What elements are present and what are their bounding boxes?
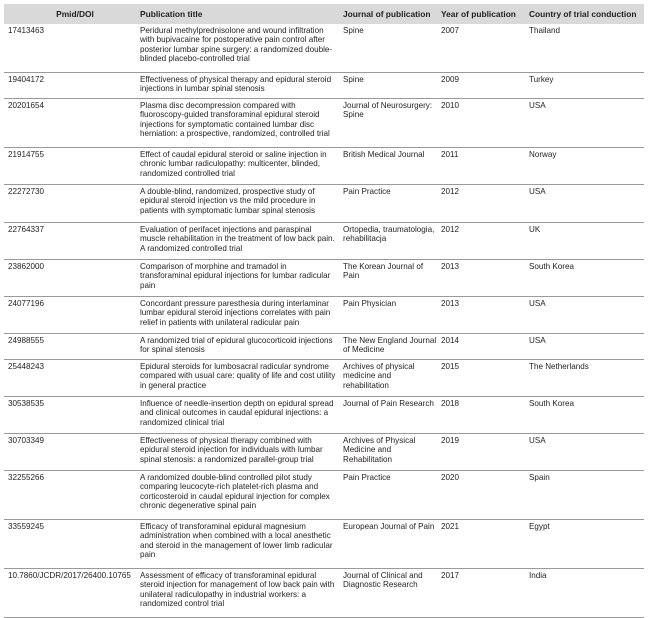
year-cell: 2011	[441, 150, 459, 159]
table-header	[4, 4, 644, 24]
country-cell: USA	[529, 187, 546, 196]
title-cell: Effect of caudal epidural steroid or saline injection in chronic lumbar radiculopathy: multicenter, blinded, randomized controlled trial	[140, 150, 327, 178]
journal-cell: The Korean Journal of Pain	[343, 262, 424, 281]
country-cell: South Korea	[529, 262, 574, 271]
table-row	[4, 148, 644, 185]
country-cell: Turkey	[529, 75, 554, 84]
country-cell: USA	[529, 101, 546, 110]
pmid-cell: 19404172	[8, 75, 45, 84]
header-pmid: Pmid/DOI	[56, 9, 94, 19]
header-journal: Journal of publication	[343, 9, 431, 19]
country-cell: Norway	[529, 150, 557, 159]
title-cell: Comparison of morphine and tramadol in transforaminal epidural injections for lumbar radicular pain	[140, 262, 331, 290]
journal-cell: Pain Physician	[343, 299, 397, 308]
table-row	[4, 297, 644, 334]
pmid-cell: 25448243	[8, 362, 45, 371]
journal-cell: Ortopedia, traumatologia, rehabilitacja	[343, 225, 435, 244]
country-cell: UK	[529, 225, 541, 234]
journal-cell: Journal of Neurosurgery: Spine	[343, 101, 433, 120]
table-row	[4, 397, 644, 434]
title-cell: A double-blind, randomized, prospective study of epidural steroid injection vs the mild procedure in patients with symptomatic lumbar spinal stenosis	[140, 187, 316, 215]
year-cell: 2020	[441, 473, 460, 482]
table-row	[4, 520, 644, 569]
year-cell: 2009	[441, 75, 460, 84]
title-cell: Plasma disc decompression compared with fluoroscopy-guided transforaminal epidural steroid injections for symptomatic contained lumbar disc herniation: a prospective, randomized, controlled trial	[140, 101, 330, 138]
journal-cell: The New England Journal of Medicine	[343, 336, 437, 355]
title-cell: Peridural methylprednisolone and wound infiltration with bupivacaine for postoperative pain control after posterior lumbar spine surgery: a randomized double-blinded placebo-controlled trial	[140, 26, 333, 63]
journal-cell: Journal of Clinical and Diagnostic Research	[343, 571, 423, 590]
header-year: Year of publication	[441, 9, 516, 19]
table-row	[4, 185, 644, 223]
year-cell: 2007	[441, 26, 460, 35]
table-row	[4, 24, 644, 73]
journal-cell: Pain Practice	[343, 187, 391, 196]
table-row	[4, 471, 644, 520]
country-cell: Egypt	[529, 522, 550, 531]
title-cell: A randomized trial of epidural glucocorticoid injections for spinal stenosis	[140, 336, 333, 355]
pmid-cell: 30538535	[8, 399, 45, 408]
journal-cell: Pain Practice	[343, 473, 391, 482]
pmid-cell: 22764337	[8, 225, 45, 234]
title-cell: Assessment of efficacy of transforaminal epidural steroid injection for management of low back pain with unilateral radiculopathy in industrial workers: a randomized control trial	[140, 571, 335, 608]
year-cell: 2014	[441, 336, 460, 345]
table-row	[4, 360, 644, 397]
country-cell: Thailand	[529, 26, 561, 35]
year-cell: 2012	[441, 187, 460, 196]
pmid-cell: 32255266	[8, 473, 45, 482]
journal-cell: Archives of Physical Medicine and Rehabilitation	[343, 436, 416, 464]
country-cell: India	[529, 571, 547, 580]
year-cell: 2018	[441, 399, 460, 408]
year-cell: 2013	[441, 262, 460, 271]
pmid-cell: 23862000	[8, 262, 45, 271]
table-row	[4, 73, 644, 99]
country-cell: Spain	[529, 473, 550, 482]
title-cell: A randomized double-blind controlled pilot study comparing leucocyte-rich platelet-rich plasma and corticosteroid in caudal epidural injection for complex chronic degenerative spinal pain	[140, 473, 330, 510]
country-cell: USA	[529, 436, 546, 445]
title-cell: Efficacy of transforaminal epidural magnesium administration when combined with a local anesthetic and steroid in the management of lower limb radicular pain	[140, 522, 333, 559]
title-cell: Epidural steroids for lumbosacral radicular syndrome compared with usual care: quality of life and cost utility in general practice	[140, 362, 336, 390]
header-title: Publication title	[140, 9, 203, 19]
pmid-cell: 24077196	[8, 299, 45, 308]
pmid-cell: 22272730	[8, 187, 45, 196]
year-cell: 2019	[441, 436, 460, 445]
year-cell: 2021	[441, 522, 460, 531]
year-cell: 2015	[441, 362, 460, 371]
table-row	[4, 99, 644, 148]
year-cell: 2013	[441, 299, 460, 308]
year-cell: 2017	[441, 571, 460, 580]
journal-cell: Archives of physical medicine and rehabilitation	[343, 362, 415, 390]
pmid-cell: 30703349	[8, 436, 45, 445]
journal-cell: European Journal of Pain	[343, 522, 435, 531]
table-row	[4, 223, 644, 260]
title-cell: Effectiveness of physical therapy combined with epidural steroid injection for individuals with lumbar spinal stenosis: a randomized parallel-group trial	[140, 436, 323, 464]
pmid-cell: 10.7860/JCDR/2017/26400.10765	[8, 571, 131, 580]
country-cell: USA	[529, 299, 546, 308]
country-cell: The Netherlands	[529, 362, 589, 371]
country-cell: South Korea	[529, 399, 574, 408]
table-row	[4, 569, 644, 618]
pmid-cell: 33559245	[8, 522, 45, 531]
year-cell: 2012	[441, 225, 460, 234]
year-cell: 2010	[441, 101, 460, 110]
pmid-cell: 21914755	[8, 150, 45, 159]
journal-cell: Journal of Pain Research	[343, 399, 434, 408]
pmid-cell: 17413463	[8, 26, 45, 35]
journal-cell: Spine	[343, 75, 364, 84]
table-row	[4, 434, 644, 471]
title-cell: Influence of needle-insertion depth on epidural spread and clinical outcomes in caudal epidural injections: a randomized clinical trial	[140, 399, 334, 427]
title-cell: Evaluation of perifacet injections and paraspinal muscle rehabilitation in the treatment of low back pain. A randomized controlled trial	[140, 225, 335, 253]
journal-cell: British Medical Journal	[343, 150, 425, 159]
table-row	[4, 260, 644, 297]
publications-table	[4, 4, 644, 618]
title-cell: Effectiveness of physical therapy and epidural steroid injections in lumbar spinal stenosis	[140, 75, 332, 94]
header-country: Country of trial conduction	[529, 9, 637, 19]
title-cell: Concordant pressure paresthesia during interlaminar lumbar epidural steroid injections correlates with pain relief in patients with unilateral radicular pain	[140, 299, 331, 327]
pmid-cell: 20201654	[8, 101, 45, 110]
journal-cell: Spine	[343, 26, 364, 35]
table-row	[4, 334, 644, 360]
pmid-cell: 24988555	[8, 336, 45, 345]
country-cell: USA	[529, 336, 546, 345]
